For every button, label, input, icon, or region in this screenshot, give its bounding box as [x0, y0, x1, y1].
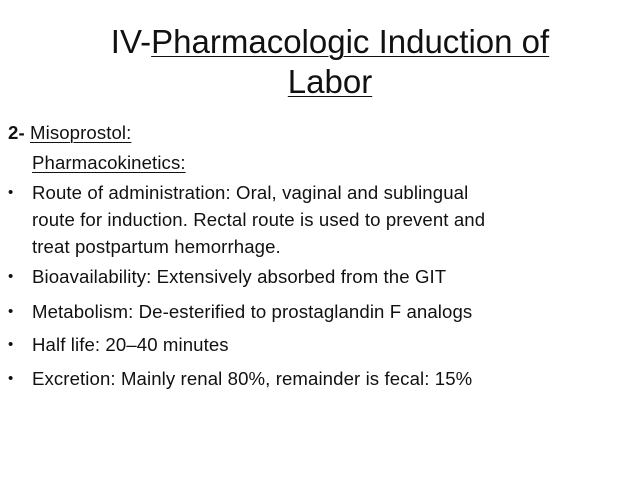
section-heading: [8, 122, 131, 144]
bullet-text: Half life: 20–40 minutes: [32, 334, 229, 355]
bullet-symbol: •: [8, 303, 14, 320]
bullet-symbol: •: [8, 336, 14, 353]
bullet-symbol: •: [8, 184, 14, 201]
subheading: Pharmacokinetics:: [32, 152, 186, 173]
bullet-text: treat postpartum hemorrhage.: [32, 236, 281, 257]
bullet-symbol: •: [8, 370, 14, 387]
title-line-1: Pharmacologic Induction of: [151, 23, 550, 60]
bullet-text: route for induction. Rectal route is used to prevent and: [32, 209, 486, 230]
title-line-2: Labor: [287, 63, 373, 100]
title-prefix: IV-: [110, 23, 152, 60]
bullet-text: Metabolism: De-esterified to prostaglandin F analogs: [32, 301, 473, 322]
drug-name: Misoprostol:: [30, 122, 132, 143]
section-number: 2-: [8, 122, 30, 143]
bullet-symbol: •: [8, 268, 14, 285]
bullet-text: Route of administration: Oral, vaginal and sublingual: [32, 182, 469, 203]
bullet-text: Bioavailability: Extensively absorbed from the GIT: [32, 266, 447, 287]
bullet-text: Excretion: Mainly renal 80%, remainder is fecal: 15%: [32, 368, 473, 389]
